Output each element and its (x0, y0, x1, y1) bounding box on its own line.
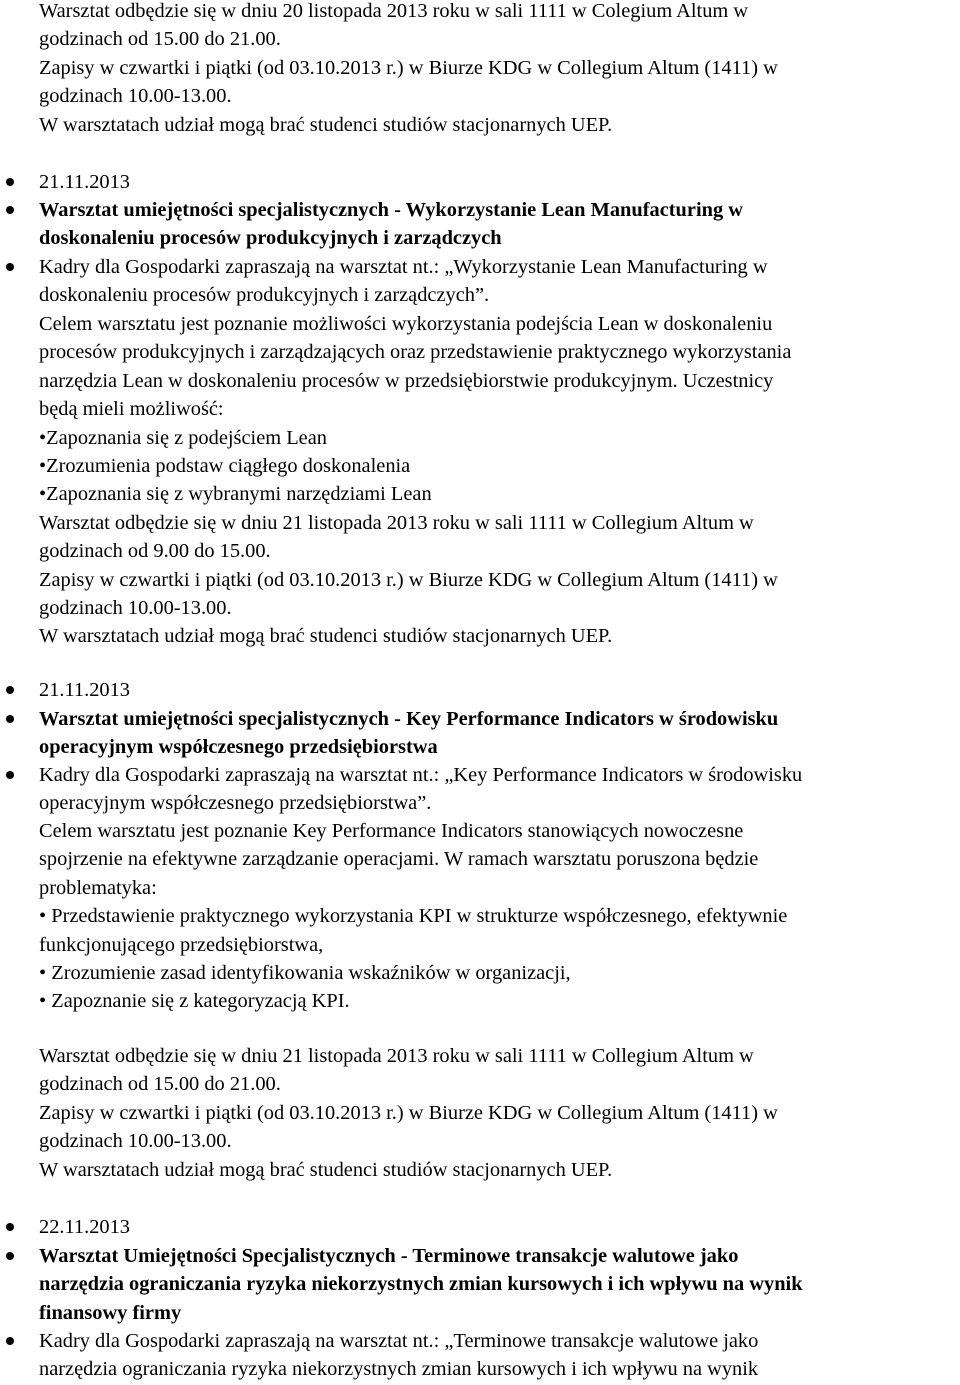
workshop-title: Warsztat umiejętności specjalistycznych - Wykorzystanie Lean Manufacturing w doskonaleniu procesów produkcyjnych i zarządczych (39, 199, 743, 250)
bullet-icon (39, 990, 51, 1012)
detail-line: W warsztatach udział mogą brać studenci studiów stacjonarnych UEP. (39, 113, 613, 136)
top-details (39, 0, 960, 139)
list-item: • Zrozumienie zasad identyfikowania wskaźników w organizacji, (39, 959, 960, 987)
bullet-icon (6, 178, 14, 186)
bullet-icon (39, 962, 51, 984)
workshop-date: 22.11.2013 (39, 1216, 131, 1238)
list-item: • Przedstawienie praktycznego wykorzystania KPI w strukturze współczesnego, efektywnie (39, 902, 960, 930)
workshop-invite: Kadry dla Gospodarki zapraszają na warsztat nt.: „Key Performance Indicators w środowisku operacyjnym współczesnego przedsiębiorstwa”. (39, 764, 803, 815)
bullet-icon (6, 1337, 14, 1345)
workshop-description: Celem warsztatu jest poznanie Key Performance Indicators stanowiących nowoczesne spojrzenie na efektywne zarządzanie operacjami. W ramach warsztatu poruszona będzie problematyka: • Przedstawienie praktycznego wykorzystania KPI w strukturze współczesnego, efektywnie funkcjonującego przedsiębiorstwa, • Zrozumienie zasad identyfikowania wskaźników w organizacji, • Zapoznanie się z kategoryzacją KPI. (39, 817, 960, 1016)
workshop-details: Warsztat odbędzie się w dniu 21 listopada 2013 roku w sali 1111 w Collegium Altum w godzinach od 15.00 do 21.00. Zapisy w czwartki i piątki (od 03.10.2013 r.) w Biurze KDG w Collegium Altum (1411) w godzinach 10.00-13.00. W warsztatach udział mogą brać studenci studiów stacjonarnych UEP. (39, 1045, 778, 1181)
detail-line: godzinach od 15.00 do 21.00. (39, 28, 281, 51)
detail-line: Zapisy w czwartki i piątki (od 03.10.2013 r.) w Biurze KDG w Collegium Altum (1411) w (39, 56, 778, 79)
workshop-date: 21.11.2013 (39, 171, 131, 193)
list-item: • Zapoznania się z wybranymi narzędziami Lean (39, 480, 960, 508)
list-item: • Zapoznania się z podejściem Lean (39, 424, 960, 452)
bullet-icon (6, 1252, 14, 1260)
bullet-icon (6, 1223, 14, 1231)
workshop-date: 21.11.2013 (39, 679, 131, 701)
workshop-invite: Kadry dla Gospodarki zapraszają na warsztat nt.: „Terminowe transakcje walutowe jako narzędzia ograniczania ryzyka niekorzystnych zmian kursowych i ich wpływu na wynik (39, 1330, 759, 1381)
bullet-icon (6, 715, 14, 723)
workshop-invite: Kadry dla Gospodarki zapraszają na warsztat nt.: „Wykorzystanie Lean Manufacturing w doskonaleniu procesów produkcyjnych i zarządczych”. (39, 256, 768, 307)
detail-line: godzinach 10.00-13.00. (39, 85, 232, 108)
bullet-icon (6, 686, 14, 694)
list-item: • Zapoznanie się z kategoryzacją KPI. (39, 987, 960, 1015)
bullet-icon (6, 771, 14, 779)
bullet-icon (6, 206, 14, 214)
bullet-icon (6, 263, 14, 271)
workshop-title: Warsztat Umiejętności Specjalistycznych - Terminowe transakcje walutowe jako narzędzia ograniczania ryzyka niekorzystnych zmian kursowych i ich wpływu na wynik finansowy firmy (39, 1245, 803, 1324)
bullet-icon (39, 905, 51, 927)
workshop-title: Warsztat umiejętności specjalistycznych - Key Performance Indicators w środowisku operacyjnym współczesnego przedsiębiorstwa (39, 708, 779, 759)
list-item: • Zrozumienia podstaw ciągłego doskonalenia (39, 452, 960, 480)
detail-line: Warsztat odbędzie się w dniu 20 listopada 2013 roku w sali 1111 w Colegium Altum w (39, 0, 749, 22)
workshop-description: Celem warsztatu jest poznanie możliwości wykorzystania podejścia Lean w doskonaleniu procesów produkcyjnych i zarządzających oraz przedstawienie praktycznego wykorzystania narzędzia Lean w doskonaleniu procesów w przedsiębiorstwie produkcyjnym. Uczestnicy będą mieli możliwość: • Zapoznania się z podejściem Lean • Zrozumienia podstaw ciągłego doskonalenia • Zapoznania się z wybranymi narzędziami Lean Warsztat odbędzie się w dniu 21 listopada 2013 roku w sali 1111 w Collegium Altum w godzinach od 9.00 do 15.00. Zapisy w czwartki i piątki (od 03.10.2013 r.) w Biurze KDG w Collegium Altum (1411) w godzinach 10.00-13.00. W warsztatach udział mogą brać studenci studiów stacjonarnych UEP. (39, 310, 960, 651)
